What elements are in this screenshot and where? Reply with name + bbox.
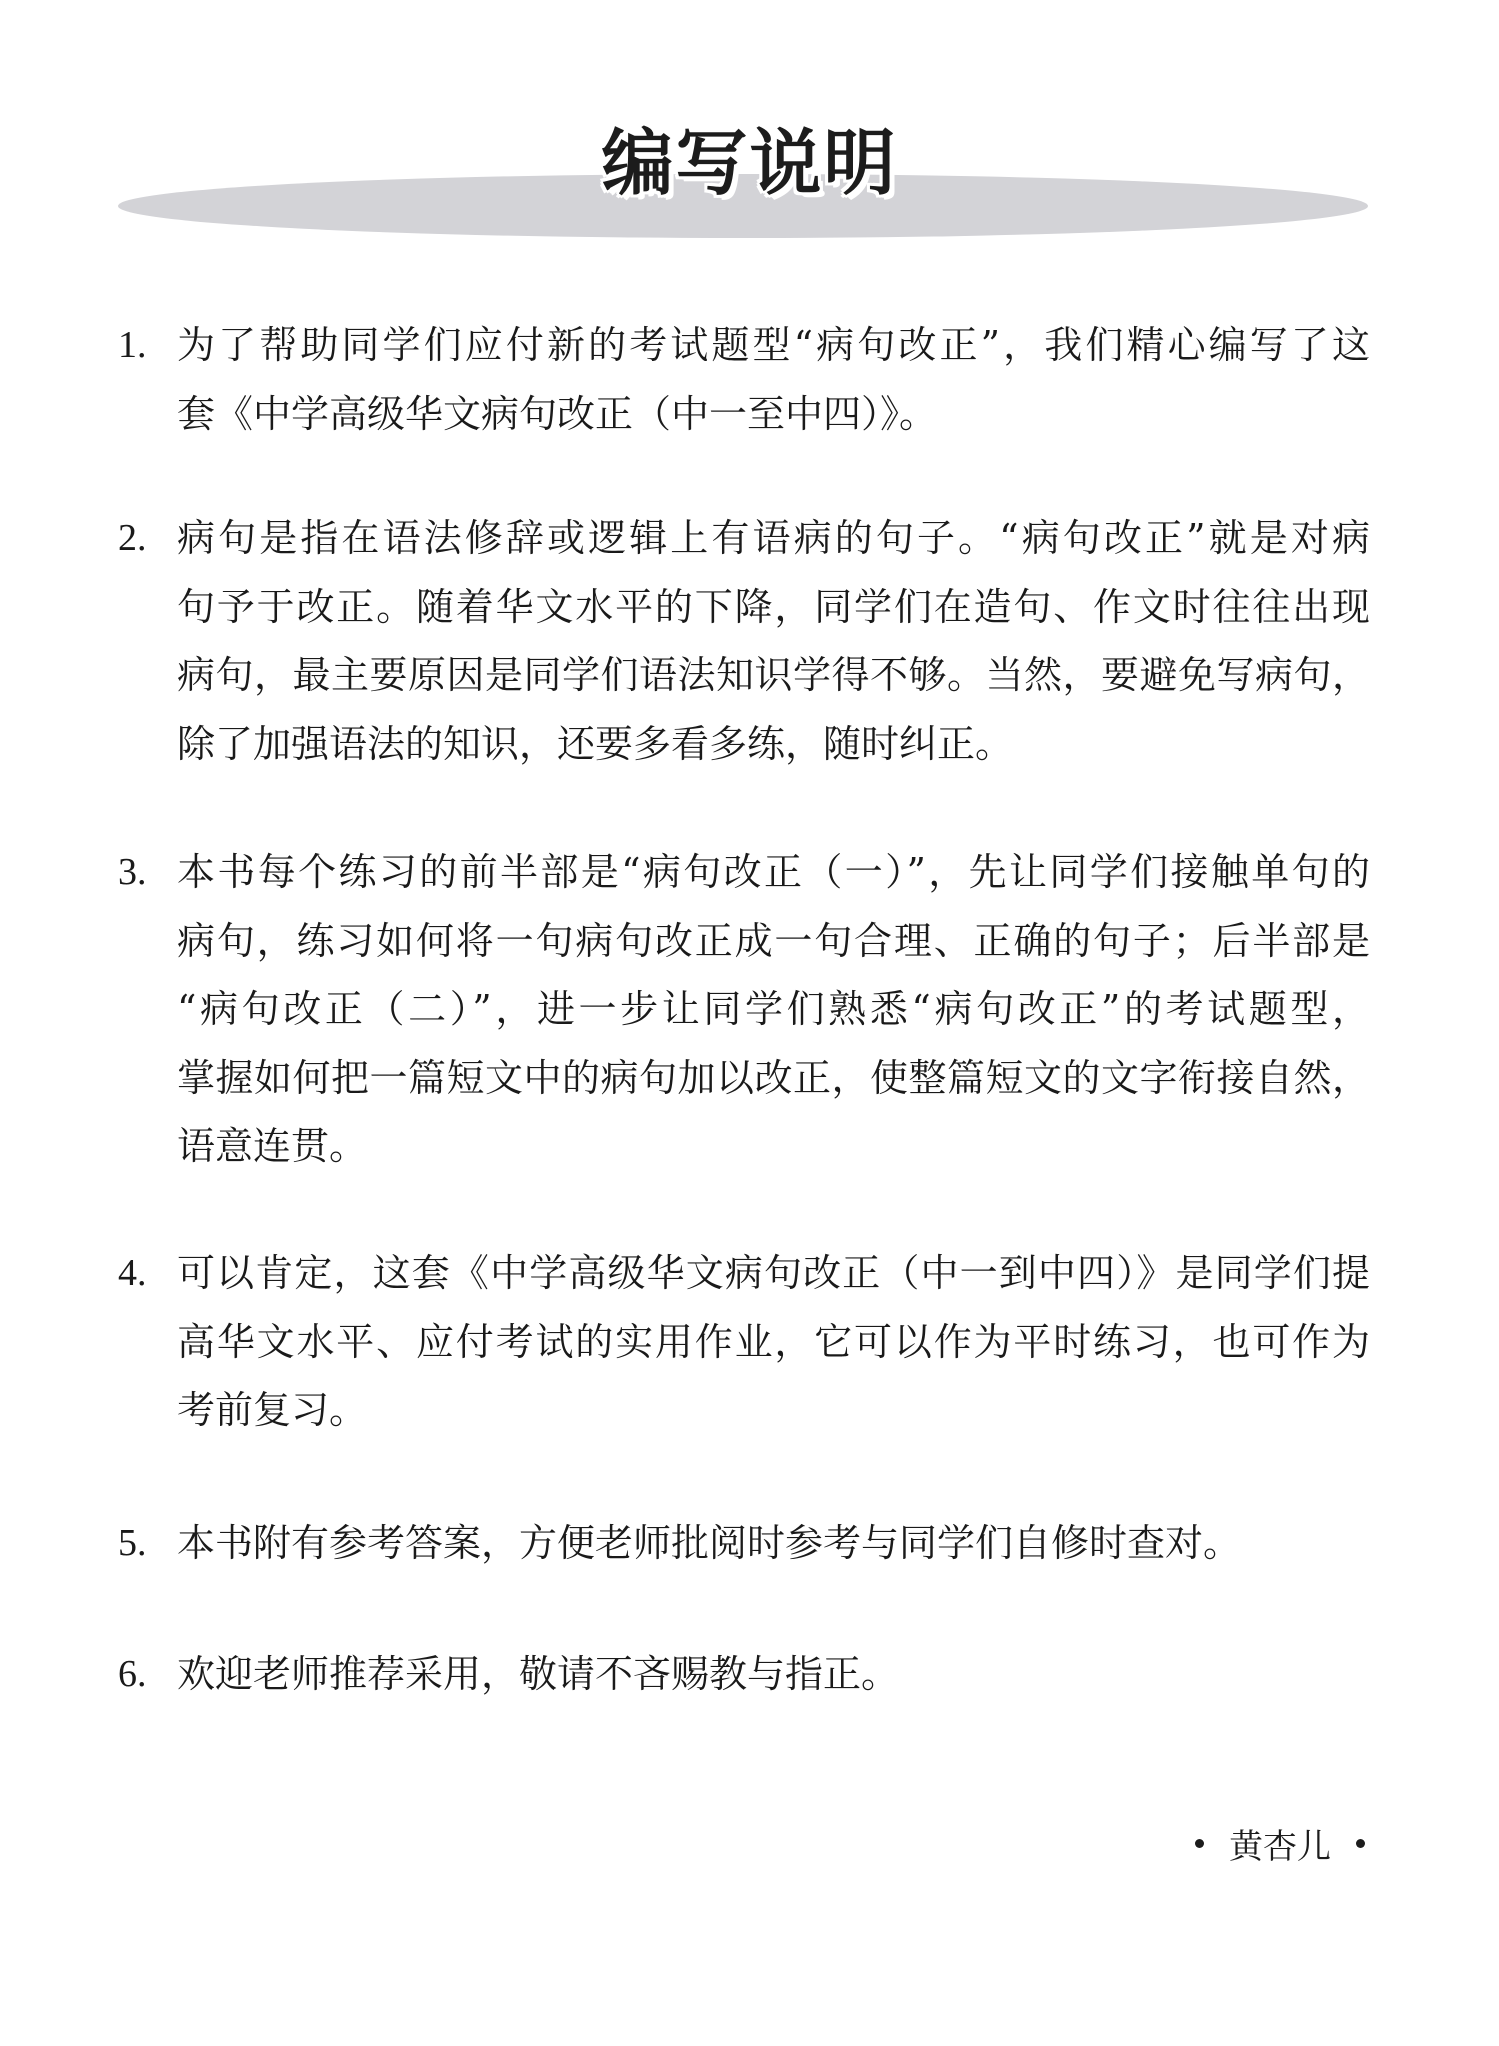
item-line: 可以肯定，这套《中学高级华文病句改正（中一到中四）》是同学们提 — [177, 1251, 1370, 1295]
item-line: “病句改正（二）”，进一步让同学们熟悉“病句改正”的考试题型， — [177, 987, 1370, 1031]
item-number: 1. — [118, 324, 147, 366]
item-line: 句予于改正。随着华文水平的下降，同学们在造句、作文时往往出现 — [177, 584, 1370, 629]
item-line: 除了加强语法的知识，还要多看多练，随时纠正。 — [177, 721, 1014, 766]
item-line: 高华文水平、应付考试的实用作业，它可以作为平时练习，也可作为 — [177, 1319, 1370, 1364]
item-line: 考前复习。 — [177, 1388, 368, 1432]
item-line: 套《中学高级华文病句改正（中一至中四）》。 — [177, 391, 938, 436]
author-signature — [1195, 1818, 1365, 1868]
item-line: 本书每个练习的前半部是“病句改正（一）”，先让同学们接触单句的 — [177, 850, 1370, 894]
item-line: 掌握如何把一篇短文中的病句加以改正，使整篇短文的文字衔接自然， — [177, 1055, 1370, 1100]
item-line: 语意连贯。 — [177, 1124, 368, 1168]
bullet-dot-icon — [1195, 1839, 1204, 1848]
item-line: 本书附有参考答案，方便老师批阅时参考与同学们自修时查对。 — [177, 1521, 1242, 1565]
item-number: 6. — [118, 1653, 147, 1695]
item-line: 欢迎老师推荐采用，敬请不吝赐教与指正。 — [177, 1652, 900, 1696]
item-number: 2. — [118, 517, 147, 559]
bullet-dot-icon — [1356, 1839, 1365, 1848]
author-name: 黄杏儿 — [1229, 1826, 1331, 1867]
item-line: 病句，最主要原因是同学们语法知识学得不够。当然，要避免写病句， — [177, 653, 1370, 697]
item-line: 病句，练习如何将一句病句改正成一句合理、正确的句子；后半部是 — [177, 918, 1370, 963]
item-number: 5. — [118, 1522, 147, 1564]
item-line: 为了帮助同学们应付新的考试题型“病句改正”，我们精心编写了这 — [177, 323, 1370, 367]
item-number: 4. — [118, 1252, 147, 1294]
item-number: 3. — [118, 851, 147, 893]
item-line: 病句是指在语法修辞或逻辑上有语病的句子。“病句改正”就是对病 — [177, 516, 1370, 560]
page-title: 编写说明 — [601, 121, 898, 205]
